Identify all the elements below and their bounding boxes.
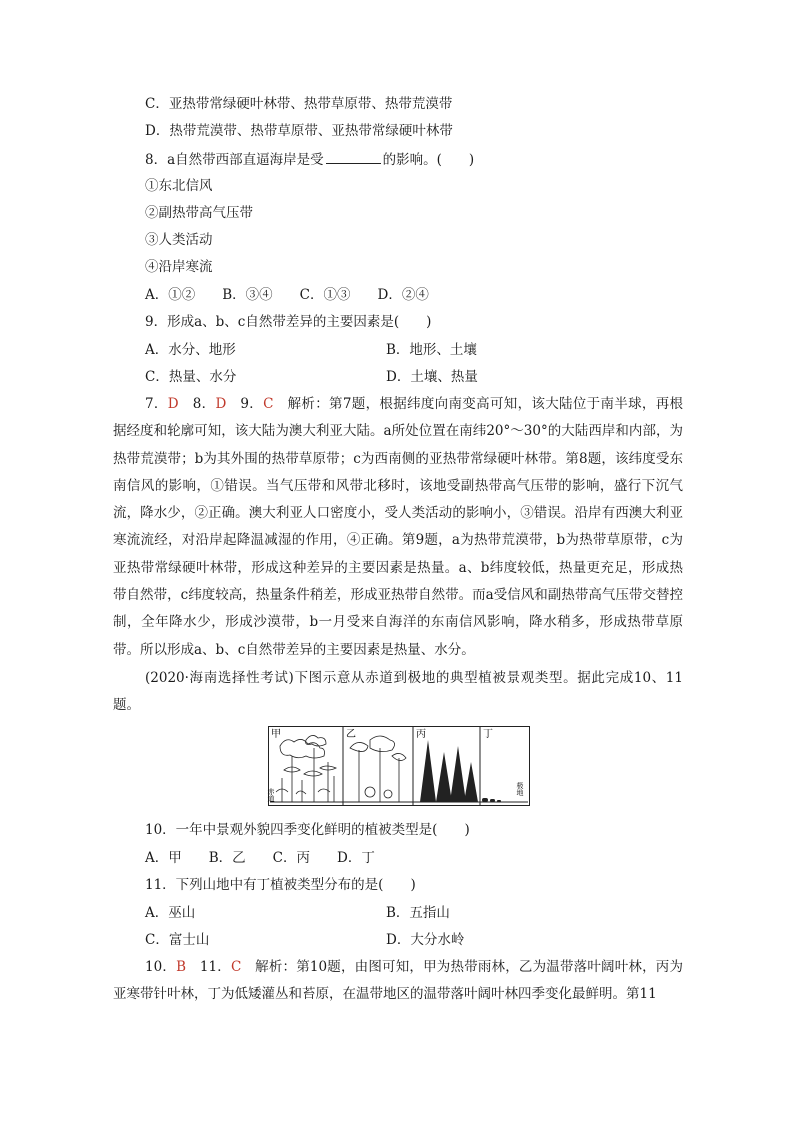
q10-stem: 10．一年中景观外貌四季变化鲜明的植被类型是( ) xyxy=(145,822,470,838)
q10-options: A．甲 B．乙 C．丙 D．丁 xyxy=(145,850,375,866)
answer-11: C xyxy=(230,959,242,975)
answer-explanation-7-9: 7．D 8．D 9．C 解析：第7题，根据纬度向南变高可知，该大陆位于南半球，再根据经度和轮廓可知，该大陆为澳大利亚大陆。a所处位置在南纬20°～30°的大陆西岸和内部，为热带荒漠带；b为其外围的热带草原带；c为西南侧的亚热带常绿硬叶林带。第8题，该纬度受东南信风的影响，①错误。当气压带和风带北移时，该地受副热带高气压带的影响，盛行下沉气流，降水少，②正确。澳大利亚人口密度小，受人类活动的影响小，③错误。沿岸有西澳大利亚寒流流经，对沿岸起降温减湿的作用，④正确。第9题，a为热带荒漠带，b为热带草原带，c为亚热带常绿硬叶林带，形成这种差异的主要因素是热量。a、b纬度较低，热量更充足，形成热带自然带，c纬度较高，热量条件稍差，形成亚热带自然带。而a受信风和副热带高气压带交替控制，全年降水少，形成沙漠带，b一月受来自海洋的东南信风影响，降水稍多，形成热带草原带。所以形成a、b、c自然带差异的主要因素是热量、水分。 xyxy=(113,396,684,658)
answer-8: D xyxy=(215,396,227,412)
q8-item-1: ①东北信风 xyxy=(145,178,213,194)
q7-option-d: D．热带荒漠带、热带草原带、亚热带常绿硬叶林带 xyxy=(145,123,453,139)
q7-option-c: C．亚热带常绿硬叶林带、热带草原带、热带荒漠带 xyxy=(145,96,453,112)
q11-option-a: A．巫山 xyxy=(145,905,196,921)
q9-option-b: B．地形、土壤 xyxy=(386,342,477,358)
label-equator: 赤道 xyxy=(267,788,275,802)
q11-stem: 11．下列山地中有丁植被类型分布的是( ) xyxy=(145,877,416,893)
q8-stem xyxy=(145,149,474,169)
label-ding: 丁 xyxy=(483,729,493,740)
q9-option-d: D．土壤、热量 xyxy=(386,369,478,385)
q8-item-2: ②副热带高气压带 xyxy=(145,205,253,221)
q8-item-4: ④沿岸寒流 xyxy=(145,259,213,275)
label-jia: 甲 xyxy=(271,729,281,740)
explanation-text-2: 解析：第10题，由图可知，甲为热带雨林，乙为温带落叶阔叶林，丙为亚寒带针叶林，丁为低矮灌丛和苔原，在温带地区的温带落叶阔叶林四季变化最鲜明。第11 xyxy=(113,959,683,1003)
q9-stem: 9．形成a、b、c自然带差异的主要因素是( ) xyxy=(145,314,432,330)
q8-stem-post: 的影响。( ) xyxy=(382,152,475,168)
answer-7: D xyxy=(167,396,179,412)
answer-blank xyxy=(326,149,381,164)
label-bing: 丙 xyxy=(416,729,426,740)
q8-item-3: ③人类活动 xyxy=(145,232,213,248)
q9-option-c: C．热量、水分 xyxy=(145,369,237,385)
answer-10: B xyxy=(176,959,186,975)
q11-option-c: C．富士山 xyxy=(145,932,210,948)
q11-option-b: B．五指山 xyxy=(386,905,450,921)
explanation-text: 解析：第7题，根据纬度向南变高可知，该大陆位于南半球，再根据经度和轮廓可知，该大陆为澳大利亚大陆。a所处位置在南纬20°～30°的大陆西岸和内部，为热带荒漠带；b为其外围的热带草原带；c为西南侧的亚热带常绿硬叶林带。第8题，该纬度受东南信风的影响，①错误。当气压带和风带北移时，该地受副热带高气压带的影响，盛行下沉气流，降水少，②正确。澳大利亚人口密度小，受人类活动的影响小，③错误。沿岸有西澳大利亚寒流流经，对沿岸起降温减湿的作用，④正确。第9题，a为热带荒漠带，b为热带草原带，c为亚热带常绿硬叶林带，形成这种差异的主要因素是热量。a、b纬度较低，热量更充足，形成热带自然带，c纬度较高，热量条件稍差，形成亚热带自然带。而a受信风和副热带高气压带交替控制，全年降水少，形成沙漠带，b一月受来自海洋的东南信风影响，降水稍多，形成热带草原带。所以形成a、b、c自然带差异的主要因素是热量、水分。 xyxy=(113,396,684,658)
label-pole: 极地 xyxy=(516,782,524,796)
q11-option-d: D．大分水岭 xyxy=(386,932,465,948)
q8-stem-pre: 8．a自然带西部直逼海岸是受 xyxy=(145,152,324,168)
label-yi: 乙 xyxy=(346,729,356,740)
q9-option-a: A．水分、地形 xyxy=(145,342,236,358)
answer-explanation-10-11: 10．B 11．C 解析：第10题，由图可知，甲为热带雨林，乙为温带落叶阔叶林，丙为亚寒带针叶林，丁为低矮灌丛和苔原，在温带地区的温带落叶阔叶林四季变化最鲜明。第11 xyxy=(113,959,683,1003)
vegetation-figure xyxy=(268,726,530,806)
q8-options: A．①② B．③④ C．①③ D．②④ xyxy=(145,287,429,303)
answer-9: C xyxy=(263,396,274,412)
section-intro: (2020·海南选择性考试)下图示意从赤道到极地的典型植被景观类型。据此完成10、11题。 xyxy=(113,670,683,714)
